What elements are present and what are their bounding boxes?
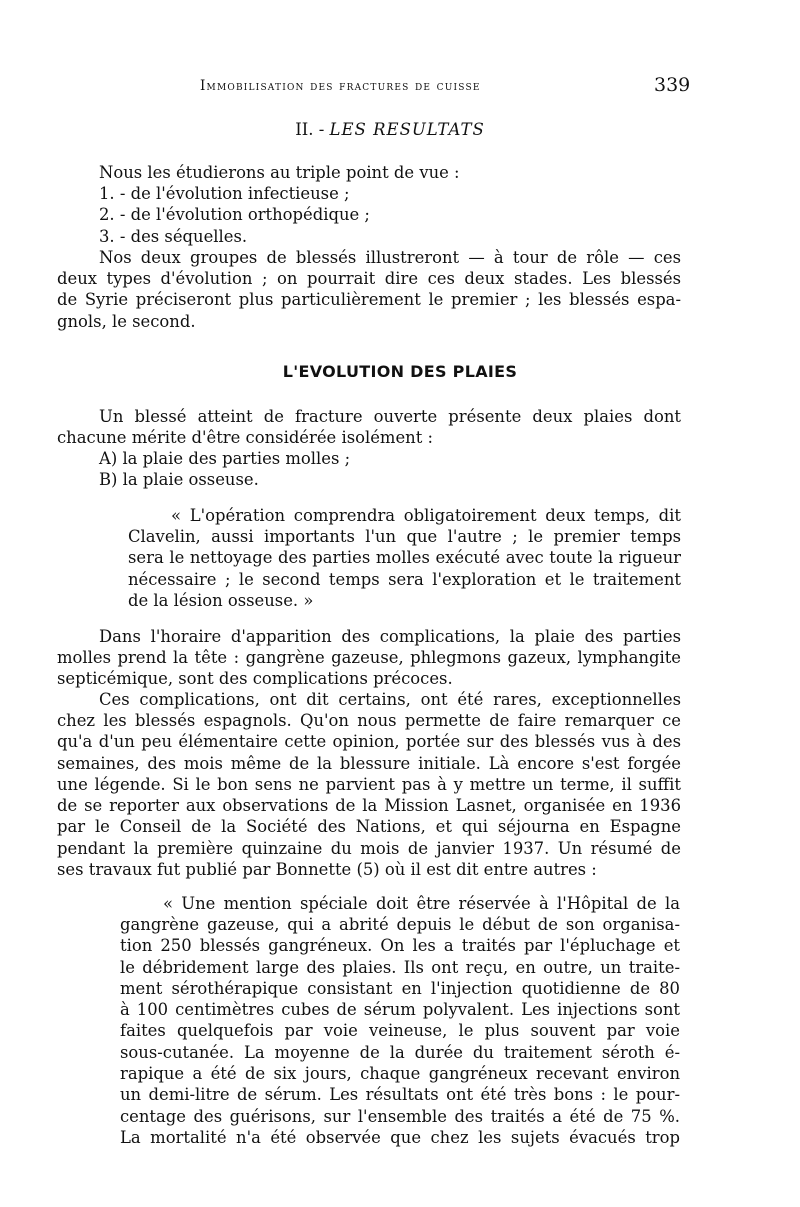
quote-bonnette: [120, 914, 680, 1148]
intro-paragraph: [99, 162, 681, 183]
quote-line: de la lésion osseuse. »: [128, 590, 314, 610]
quote-bonnette-first: [163, 893, 680, 914]
section-title: [0, 120, 780, 139]
quote-line: « L'opération comprendra obligatoirement deux temps, dit: [171, 506, 681, 525]
quote-line: faites quelquefois par voie veineuse, le plus souvent par voie: [120, 1021, 680, 1041]
quote-line: ment sérothérapique consistant en l'injection quotidienne de 80: [120, 978, 680, 998]
text-line: de se reporter aux observations de la Mission Lasnet, organisée en 1936: [57, 796, 681, 816]
quote-line: gangrène gazeuse, qui a abrité depuis le début de son organisa-: [120, 915, 680, 934]
text-line: qu'a d'un peu élémentaire cette opinion, portée sur des blessés vus à des: [57, 732, 681, 752]
text-line: molles prend la tête : gangrène gazeuse, phlegmons gazeux, lymphangite: [57, 648, 681, 667]
list-item: 1. - de l'évolution infectieuse ;: [99, 184, 350, 203]
text-line: Dans l'horaire d'apparition des complications, la plaie des parties: [99, 627, 681, 646]
section-number: II. -: [295, 120, 325, 139]
quote-clavelin: [128, 526, 681, 611]
quote-line: à 100 centimètres cubes de sérum polyvalent. Les injections sont: [120, 1000, 680, 1020]
intro-paragraph-2: [99, 247, 681, 268]
quote-line: le débridement large des plaies. Ils ont reçu, en outre, un traite-: [120, 957, 680, 977]
text-line: Ces complications, ont dit certains, ont été rares, exceptionnelles: [99, 690, 681, 709]
quote-line: tion 250 blessés gangréneux. On les a traités par l'épluchage et: [120, 936, 680, 956]
text-line: septicémique, sont des complications précoces.: [57, 669, 453, 689]
text-line: deux types d'évolution ; on pourrait dire ces deux stades. Les blessés: [57, 269, 681, 288]
list-item: 3. - des séquelles.: [99, 226, 248, 246]
quote-line: nécessaire ; le second temps sera l'exploration et le traitement: [128, 569, 681, 589]
text-line: de Syrie préciseront plus particulièrement le premier ; les blessés espa-: [57, 290, 681, 310]
quote-line: rapique a été de six jours, chaque gangréneux recevant environ: [120, 1064, 680, 1084]
quote-line: sous-cutanée. La moyenne de la durée du traitement séroth é-: [120, 1042, 680, 1062]
text-line: Un blessé atteint de fracture ouverte présente deux plaies dont: [99, 407, 681, 426]
section-title-text: LES RESULTATS: [329, 120, 485, 139]
text-line: Nous les étudierons au triple point de vue :: [99, 163, 460, 182]
text-line: chez les blessés espagnols. Qu'on nous permette de faire remarquer ce: [57, 711, 681, 730]
intro-paragraph-2-cont: [57, 268, 681, 332]
list-item: A) la plaie des parties molles ;: [99, 449, 351, 468]
complications-paragraph-cont: [57, 647, 681, 690]
list-item: 2. - de l'évolution orthopédique ;: [99, 205, 370, 225]
page-number: 339: [654, 74, 691, 96]
complications-paragraph: [99, 626, 681, 647]
quote-clavelin-first: [171, 505, 681, 526]
quote-line: sera le nettoyage des parties molles exécuté avec toute la rigueur: [128, 548, 681, 568]
running-header: Immobilisation des fractures de cuisse: [200, 78, 481, 94]
complications-paragraph-2-cont: [57, 710, 681, 880]
text-line: une légende. Si le bon sens ne parvient pas à y mettre un terme, il suffit: [57, 774, 681, 794]
text-line: gnols, le second.: [57, 311, 196, 331]
text-line: ses travaux fut publié par Bonnette (5) où il est dit entre autres :: [57, 860, 597, 880]
text-line: chacune mérite d'être considérée isolément :: [57, 428, 434, 447]
list-item: B) la plaie osseuse.: [99, 470, 259, 490]
quote-line: Clavelin, aussi importants l'un que l'autre ; le premier temps: [128, 527, 681, 546]
text-line: Nos deux groupes de blessés illustreront — à tour de rôle — ces: [99, 248, 681, 267]
wounds-paragraph: [99, 406, 681, 427]
wounds-paragraph-cont: [57, 427, 681, 448]
quote-line: un demi-litre de sérum. Les résultats ont été très bons : le pour-: [120, 1085, 680, 1105]
text-line: par le Conseil de la Société des Nations, et qui séjourna en Espagne: [57, 817, 681, 837]
intro-list: [99, 183, 681, 247]
quote-line: « Une mention spéciale doit être réservée à l'Hôpital de la: [163, 894, 680, 913]
text-line: pendant la première quinzaine du mois de janvier 1937. Un résumé de: [57, 838, 681, 858]
subsection-heading: L'EVOLUTION DES PLAIES: [282, 362, 518, 381]
wounds-list: [99, 448, 681, 491]
quote-line: La mortalité n'a été observée que chez les sujets évacués trop: [120, 1127, 680, 1147]
text-line: semaines, des mois même de la blessure initiale. Là encore s'est forgée: [57, 753, 681, 773]
quote-line: centage des guérisons, sur l'ensemble des traités a été de 75 %.: [120, 1106, 680, 1126]
complications-paragraph-2: [99, 689, 681, 710]
